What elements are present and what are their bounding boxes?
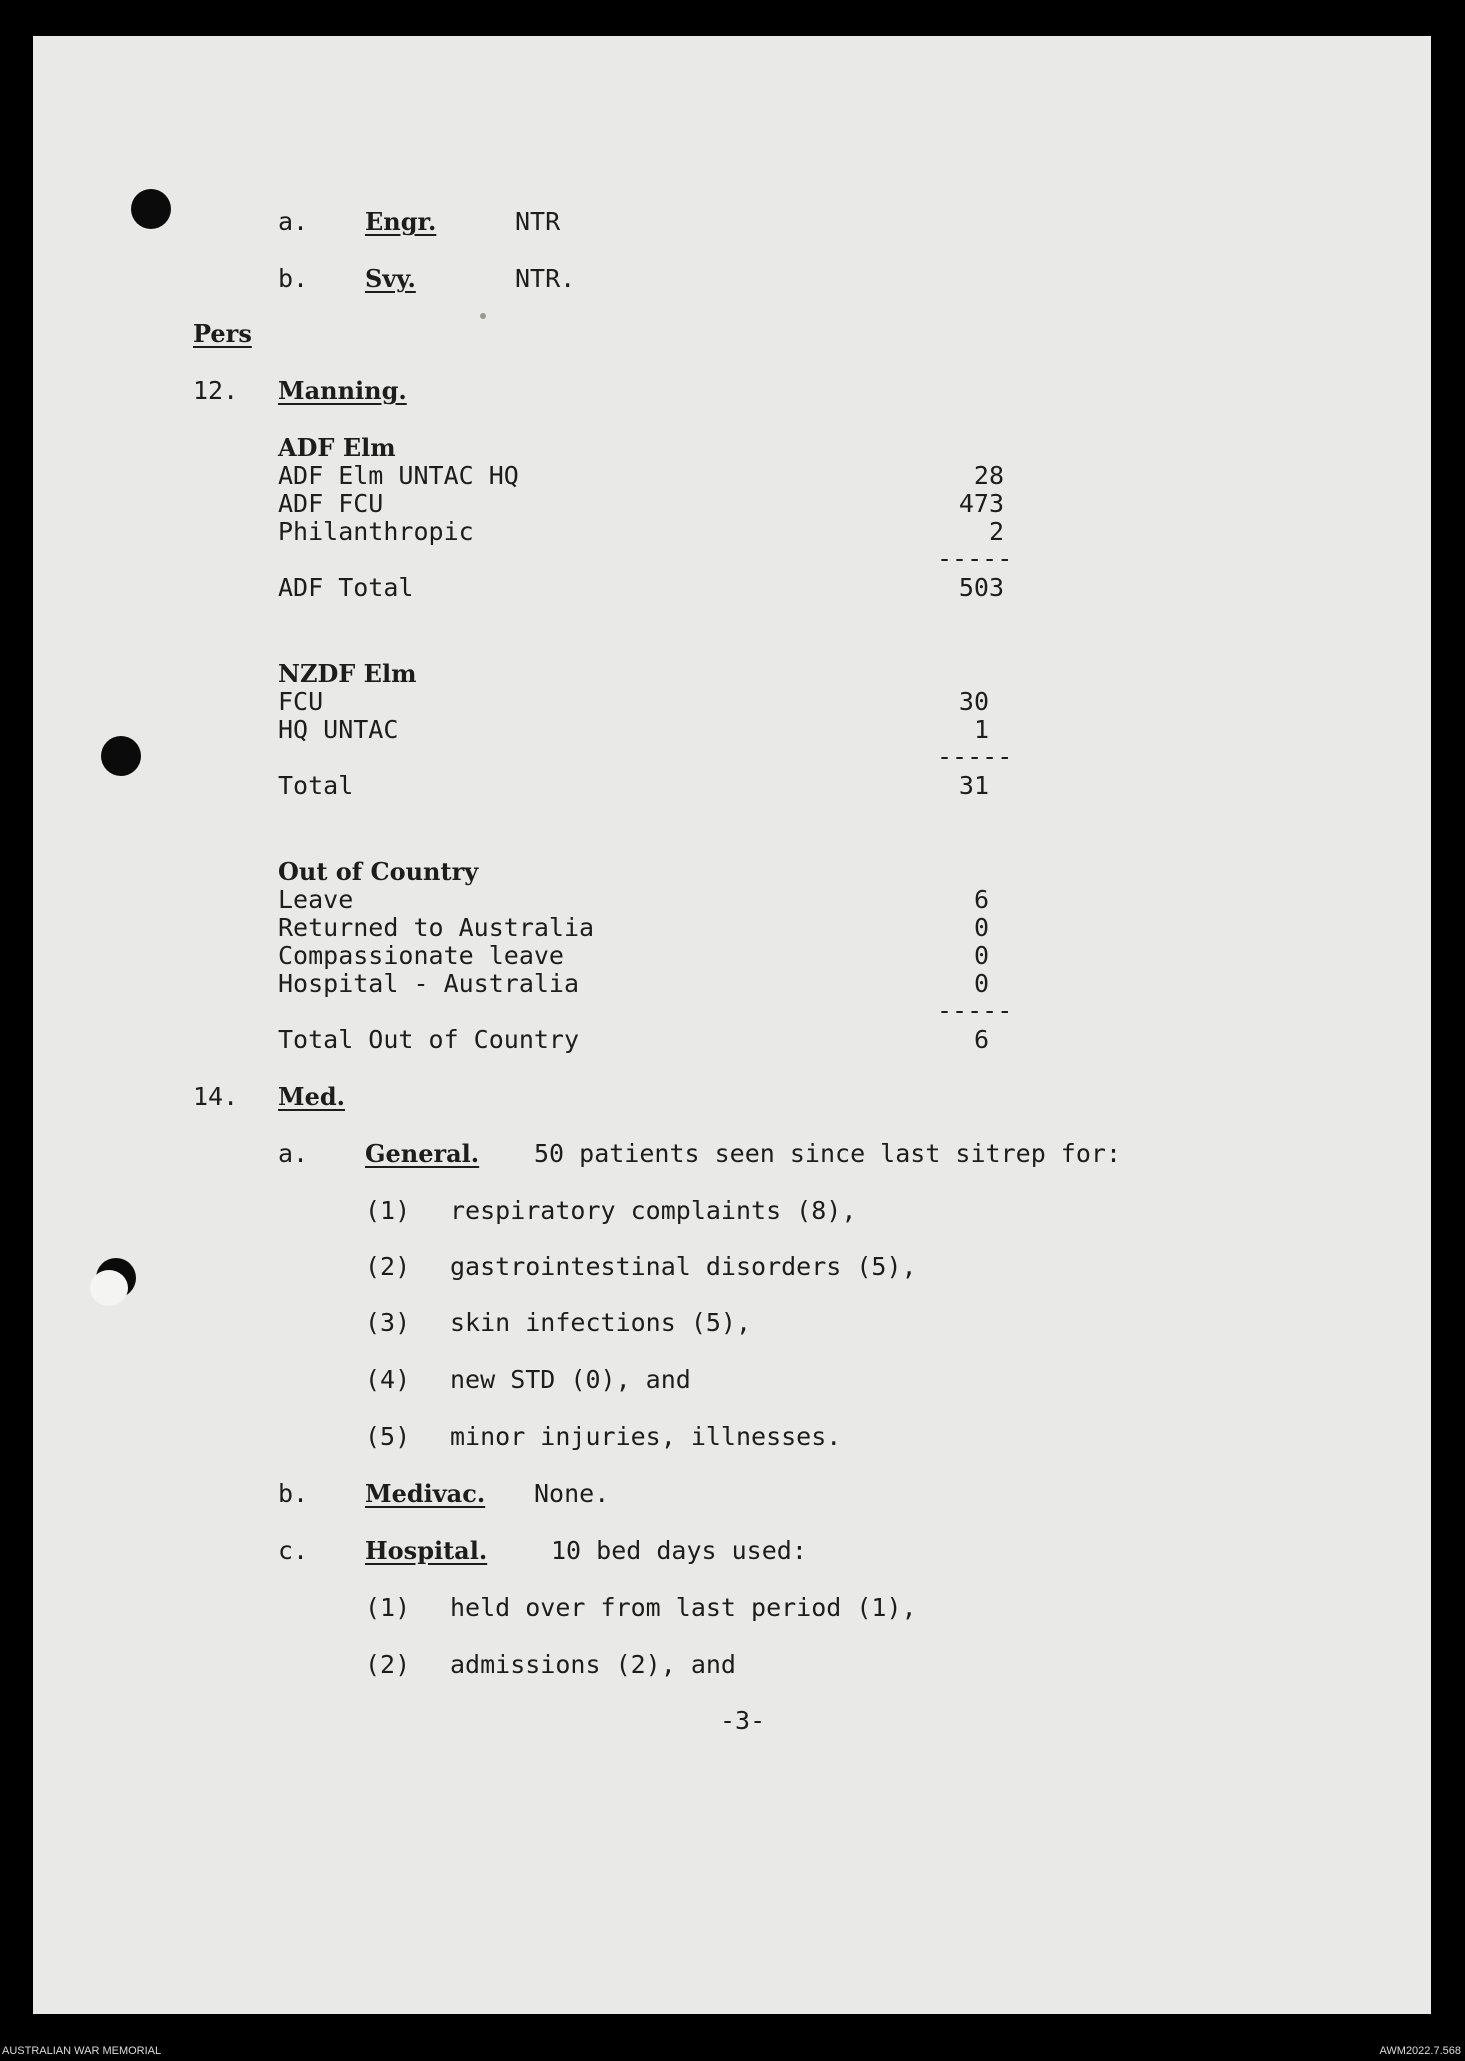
ooc-row-value: 0 [973,969,989,998]
general-item-number: (2) [365,1252,411,1281]
general-item-text: minor injuries, illnesses. [450,1422,842,1451]
ooc-divider: ----- [937,996,1013,1025]
general-item-number: (4) [365,1365,411,1394]
footer-left: AUSTRALIAN WAR MEMORIAL [2,2045,162,2057]
general-text: 50 patients seen since last sitrep for: [534,1139,1121,1168]
general-item-text: new STD (0), and [450,1365,691,1394]
medivac-label: Medivac. [365,1479,486,1508]
adf-row-label: ADF FCU [278,489,384,518]
ooc-row-value: 0 [973,941,989,970]
page-number: -3- [720,1706,766,1735]
engr-letter: a. [278,207,309,236]
adf-heading: ADF Elm [278,433,396,462]
hospital-item-text: held over from last period (1), [450,1593,917,1622]
engr-value: NTR [515,207,561,236]
hospital-label: Hospital. [365,1536,488,1565]
hospital-item-number: (1) [365,1593,411,1622]
manning-number: 12. [193,376,239,405]
adf-row-label: ADF Elm UNTAC HQ [278,461,519,490]
nzdf-row-label: FCU [278,687,324,716]
nzdf-divider: ----- [937,742,1013,771]
hospital-letter: c. [278,1536,309,1565]
svy-letter: b. [278,264,309,293]
nzdf-total-value: 31 [958,771,989,800]
medivac-text: None. [534,1479,610,1508]
punch-hole-middle [101,736,141,776]
ooc-heading: Out of Country [278,857,479,886]
hospital-text: 10 bed days used: [551,1536,807,1565]
footer-right: AWM2022.7.568 [1379,2045,1461,2057]
general-label: General. [365,1139,480,1168]
engr-label: Engr. [365,207,437,236]
adf-divider: ----- [937,544,1013,573]
adf-row-value: 28 [973,461,1004,490]
ooc-row-label: Returned to Australia [278,913,595,942]
section-heading-pers: Pers [193,319,252,348]
adf-total-value: 503 [958,573,1004,602]
ooc-row-label: Hospital - Australia [278,969,580,998]
adf-row-value: 473 [958,489,1004,518]
nzdf-row-value: 30 [958,687,989,716]
general-item-number: (1) [365,1196,411,1225]
hospital-item-text: admissions (2), and [450,1650,736,1679]
general-item-text: skin infections (5), [450,1308,752,1337]
general-letter: a. [278,1139,309,1168]
nzdf-row-value: 1 [973,715,989,744]
general-item-text: gastrointestinal disorders (5), [450,1252,917,1281]
ooc-total-value: 6 [973,1025,989,1054]
general-item-number: (5) [365,1422,411,1451]
general-item-number: (3) [365,1308,411,1337]
ooc-total-label: Total Out of Country [278,1025,580,1054]
ooc-row-value: 0 [973,913,989,942]
adf-row-label: Philanthropic [278,517,474,546]
hospital-item-number: (2) [365,1650,411,1679]
ooc-row-label: Leave [278,885,354,914]
general-item-text: respiratory complaints (8), [450,1196,857,1225]
med-heading: Med. [278,1082,345,1111]
adf-row-value: 2 [988,517,1004,546]
nzdf-total-label: Total [278,771,354,800]
nzdf-row-label: HQ UNTAC [278,715,399,744]
medivac-letter: b. [278,1479,309,1508]
svy-label: Svy. [365,264,416,293]
svy-value: NTR. [515,264,576,293]
adf-total-label: ADF Total [278,573,414,602]
med-number: 14. [193,1082,239,1111]
paper-speck [480,313,486,319]
manning-heading: Manning. [278,376,407,405]
ooc-row-label: Compassionate leave [278,941,564,970]
nzdf-heading: NZDF Elm [278,659,417,688]
punch-hole-top [131,189,171,229]
punch-hole-bottom [96,1258,136,1298]
ooc-row-value: 6 [973,885,989,914]
